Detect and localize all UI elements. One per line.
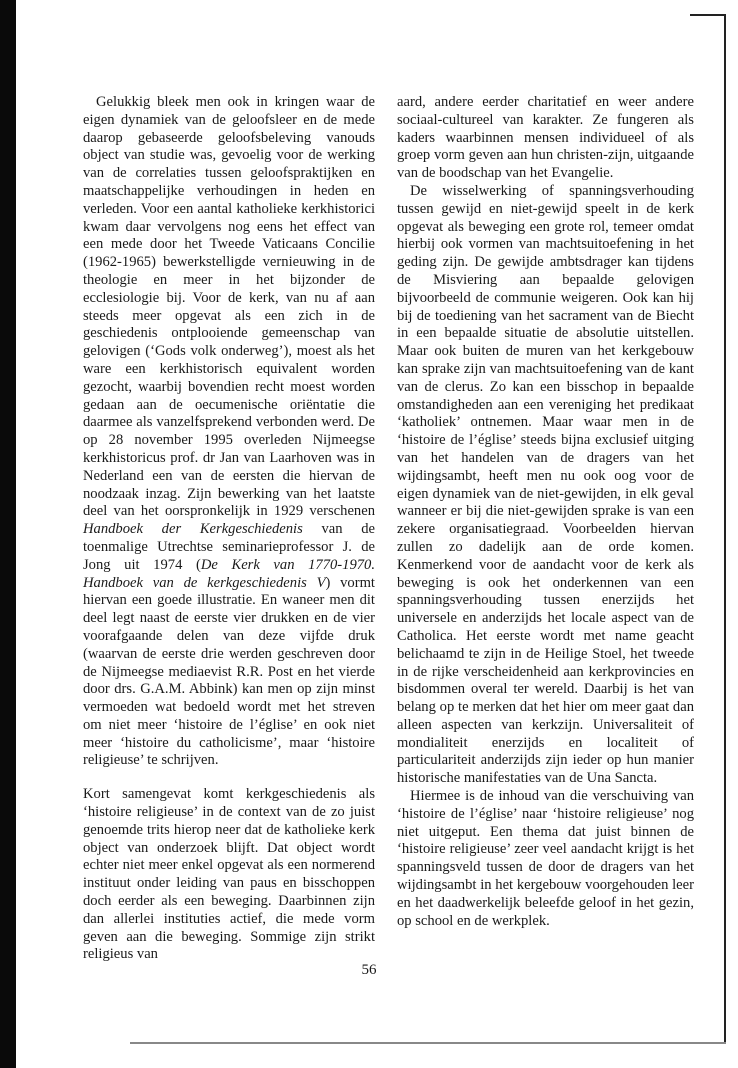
left-paragraph-1 [83, 94, 375, 770]
scan-binding-edge [0, 0, 16, 1068]
left-column [83, 94, 375, 964]
crop-mark-top [690, 14, 726, 16]
crop-mark-bottom [130, 1042, 726, 1044]
left-paragraph-2: Kort samengevat komt kerkgeschiedenis als ‘histoire religieuse’ in de context van de zo juist genoemde trits hierop neer dat de katholieke kerk object van onderzoek blijft. Dat object wordt echter niet meer enkel opgevat als een normerend instituut onder leiding van paus en bisschoppen doch eerder als een beweging. Daarbinnen zijn dan allerlei instituties actief, die mede vorm geven aan die beweging. Sommige zijn strikt religieus van [83, 786, 375, 963]
book-title: De Kerk van 1770-1970. Handboek van de kerkgeschiedenis V [83, 556, 375, 591]
text-run: Gelukkig bleek men ook in kringen waar de eigen dynamiek van de geloofsleer en de mede daarop gebaseerde geloofsbeleving vanouds object van studie was, gevoelig voor de werking van de correlaties tussen geloofspraktijken en maatschappelijke verhoudingen in heden en verleden. Voor een aantal katholieke kerkhistorici kwam daar vervolgens nog eens het effect van een mede door het Tweede Vaticaans Concilie (1962-1965) bewerkstelligde vernieuwing in de theologie en meer in het bijzonder de ecclesiologie bij. Voor de kerk, van nu af aan steeds meer opgevat als een zich in de geschiedenis ontplooiende gemeenschap van gelovigen (‘Gods volk onderweg’), moest als het ware een kerkhistorisch equivalent worden gezocht, waarbij bovendien recht moest worden gedaan aan de oecumenische oriëntatie die daarmee als vanzelfsprekend verbonden werd. De op 28 november 1995 overleden Nijmeegse kerkhistoricus prof. dr Jan van Laarhoven was in Nederland een van de eersten die hiervan de noodzaak inzag. Zijn bewerking van het laatste deel van het oorspronkelijk in 1929 verschenen [83, 94, 375, 520]
crop-mark-right [724, 14, 726, 1044]
book-title: Handboek der Kerkgeschiedenis [83, 521, 303, 538]
page-number: 56 [361, 962, 377, 978]
right-paragraph-2: De wisselwerking of spanningsverhouding tussen gewijd en niet-gewijd speelt in de kerk opgevat als beweging een grote rol, temeer omdat hierbij ook vormen van machtsuitoefening in het geding zijn. De gewijde ambtsdrager kan tijdens de Misviering aan bepaalde gelovigen bijvoorbeeld de communie weigeren. Ook kan hij bij de toediening van het sacrament van de Biecht in een bepaalde situatie de absolutie uitstellen. Maar ook buiten de muren van het kerkgebouw kan sprake zijn van machtsuitoefening van de kant van de clerus. Zo kan een bisschop in bepaalde omstandigheden aan een vereniging het predikaat ‘katholiek’ ontnemen. Maar waar men in de ‘histoire de l’église’ steeds bijna exclusief uitging van het handelen van de dragers van het wijdingsambt, heeft men nu ook oog voor de eigen dynamiek van de niet-gewijden, in elk geval wanneer er bij die niet-gewijden sprake is van een zekere organisatiegraad. Voorbeelden hiervan zullen zo dadelijk aan de orde komen. Kenmerkend voor de aandacht voor de kerk als beweging is ook het onderkennen van een spanningsverhouding tussen enerzijds het universele en anderzijds het locale aspect van de Catholica. Het eerste wordt met name geacht belichaamd te zijn in de Heilige Stoel, het tweede in de rijke verscheidenheid aan kerkprovincies en bisdommen overal ter wereld. Daarbij is het van belang op te merken dat het hier om meer gaat dan alleen aspecten van kerkzijn. Universaliteit of mondialiteit enerzijds en localiteit of particulariteit anderzijds zijn ieder op hun manier historische manifestaties van de Una Sancta. [397, 182, 694, 787]
text-run: ) vormt hiervan een goede illustratie. En waneer men dit deel legt naast de eerste vier drukken en de vier voorafgaande delen van deze vijfde druk (waarvan de eerste drie werden geschreven door de Nijmeegse mediaevist R.R. Post en het vierde door drs. G.A.M. Abbink) kan men op zijn minst vermoeden wat bedoeld wordt met het streven om niet meer ‘histoire de l’église’ en ook niet meer ‘histoire du catholicisme’, maar ‘histoire religieuse’ te schrijven. [83, 574, 375, 769]
right-paragraph-3: Hiermee is de inhoud van die verschuiving van ‘histoire de l’église’ naar ‘histoire religieuse’ nog niet uitgeput. Een thema dat juist binnen de ‘histoire religieuse’ zeer veel aandacht krijgt is het spanningsveld tussen de door de dragers van het wijdingsambt in het kergebouw voorgehouden leer en het daadwerkelijk beleefde geloof in het gezin, op school en de werkplek. [397, 788, 694, 929]
right-paragraph-1: aard, andere eerder charitatief en weer andere sociaal-cultureel van karakter. Ze fungeren als kaders waarbinnen mensen individueel of als groep vorm geven aan hun christen-zijn, uitgaande van de boodschap van het Evangelie. [397, 94, 694, 182]
right-column [397, 94, 694, 930]
text-run: van de toenmalige Utrechtse seminarieprofessor J. de Jong uit 1974 ( [83, 521, 375, 573]
